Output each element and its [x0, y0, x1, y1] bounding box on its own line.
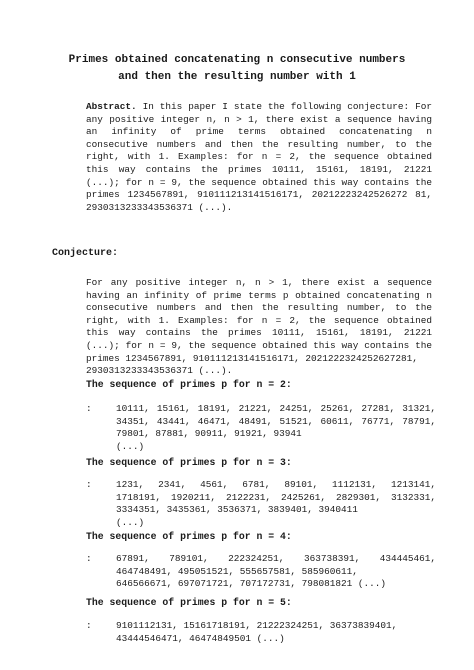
conjecture-last-line: 2930313233343536371 (...). [86, 365, 233, 377]
conjecture-body: For any positive integer n, n > 1, there exist a sequence having an infinity of prime terms p obtained concatenating n consecutive numbers and then the resulting number, to the right, with 1. Examples: for n = 2, the sequence obtained this way contains the primes 10111, 15161, 18191, 21221 (...); for n = 9, the sequence obtained this way contains the primes 1234567891, 910111213141516171, 2021222324252627281, [86, 277, 432, 364]
sequence-values [116, 553, 436, 591]
sequence-title-n3: The sequence of primes p for n = 3: [86, 457, 292, 468]
sequence-n5 [86, 620, 436, 648]
abstract-label: Abstract. [86, 101, 137, 112]
sequence-values-tail: 646566671, 697071721, 707172731, 798081821 (...) [116, 578, 387, 590]
sequence-values-tail: (...) [116, 516, 145, 528]
conjecture-heading: Conjecture: [52, 248, 119, 259]
paper-title [40, 52, 434, 86]
sequence-n2 [86, 403, 436, 455]
sequence-colon: : [86, 620, 92, 631]
sequence-values-body: 67891, 789101, 222324251, 363738391, 434445461, 464748491, 495051521, 555657581, 585960611, [116, 553, 436, 577]
sequence-values-body: 1231, 2341, 4561, 6781, 89101, 1112131, 1213141, 1718191, 1920211, 2122231, 2425261, 2829301, 3132331, 3334351, 3435361, 3536371, 3839401, 3940411 [116, 479, 436, 516]
abstract [86, 101, 432, 214]
sequence-values-tail: 43444546471, 46474849501 (...) [116, 632, 285, 644]
sequence-values [116, 620, 436, 645]
sequence-n4 [86, 553, 436, 593]
title-line-1: Primes obtained concatenating n consecutive numbers [68, 54, 406, 66]
sequence-values [116, 403, 436, 453]
sequence-values-body: 9101112131, 15161718191, 21222324251, 36373839401, [116, 620, 398, 631]
sequence-values-tail: (...) [116, 440, 145, 452]
sequence-colon: : [86, 553, 92, 564]
sequence-colon: : [86, 479, 92, 490]
sequence-values [116, 479, 436, 529]
abstract-text: In this paper I state the following conjecture: For any positive integer n, n > 1, there exist a sequence having an infinity of prime terms obtained concatenating n consecutive numbers and then the resulting number, to the right, with 1. Examples: for n = 2, the sequence obtained this way contains the primes 10111, 15161, 18191, 21221 (...); for n = 9, the sequence obtained this way contains the primes 1234567891, 910111213141516171, 20212223242526272 81, 2930313233343536371 (...). [86, 101, 432, 213]
sequence-title-n4: The sequence of primes p for n = 4: [86, 531, 292, 542]
sequence-title-n5: The sequence of primes p for n = 5: [86, 597, 292, 608]
conjecture-text [86, 277, 432, 378]
title-line-2: and then the resulting number with 1 [118, 71, 356, 83]
sequence-colon: : [86, 403, 92, 414]
sequence-values-body: 10111, 15161, 18191, 21221, 24251, 25261, 27281, 31321, 34351, 43441, 46471, 48491, 51521, 60611, 76771, 78791, 79801, 87881, 90911, 91921, 93941 [116, 403, 436, 440]
sequence-title-n2: The sequence of primes p for n = 2: [86, 379, 292, 390]
